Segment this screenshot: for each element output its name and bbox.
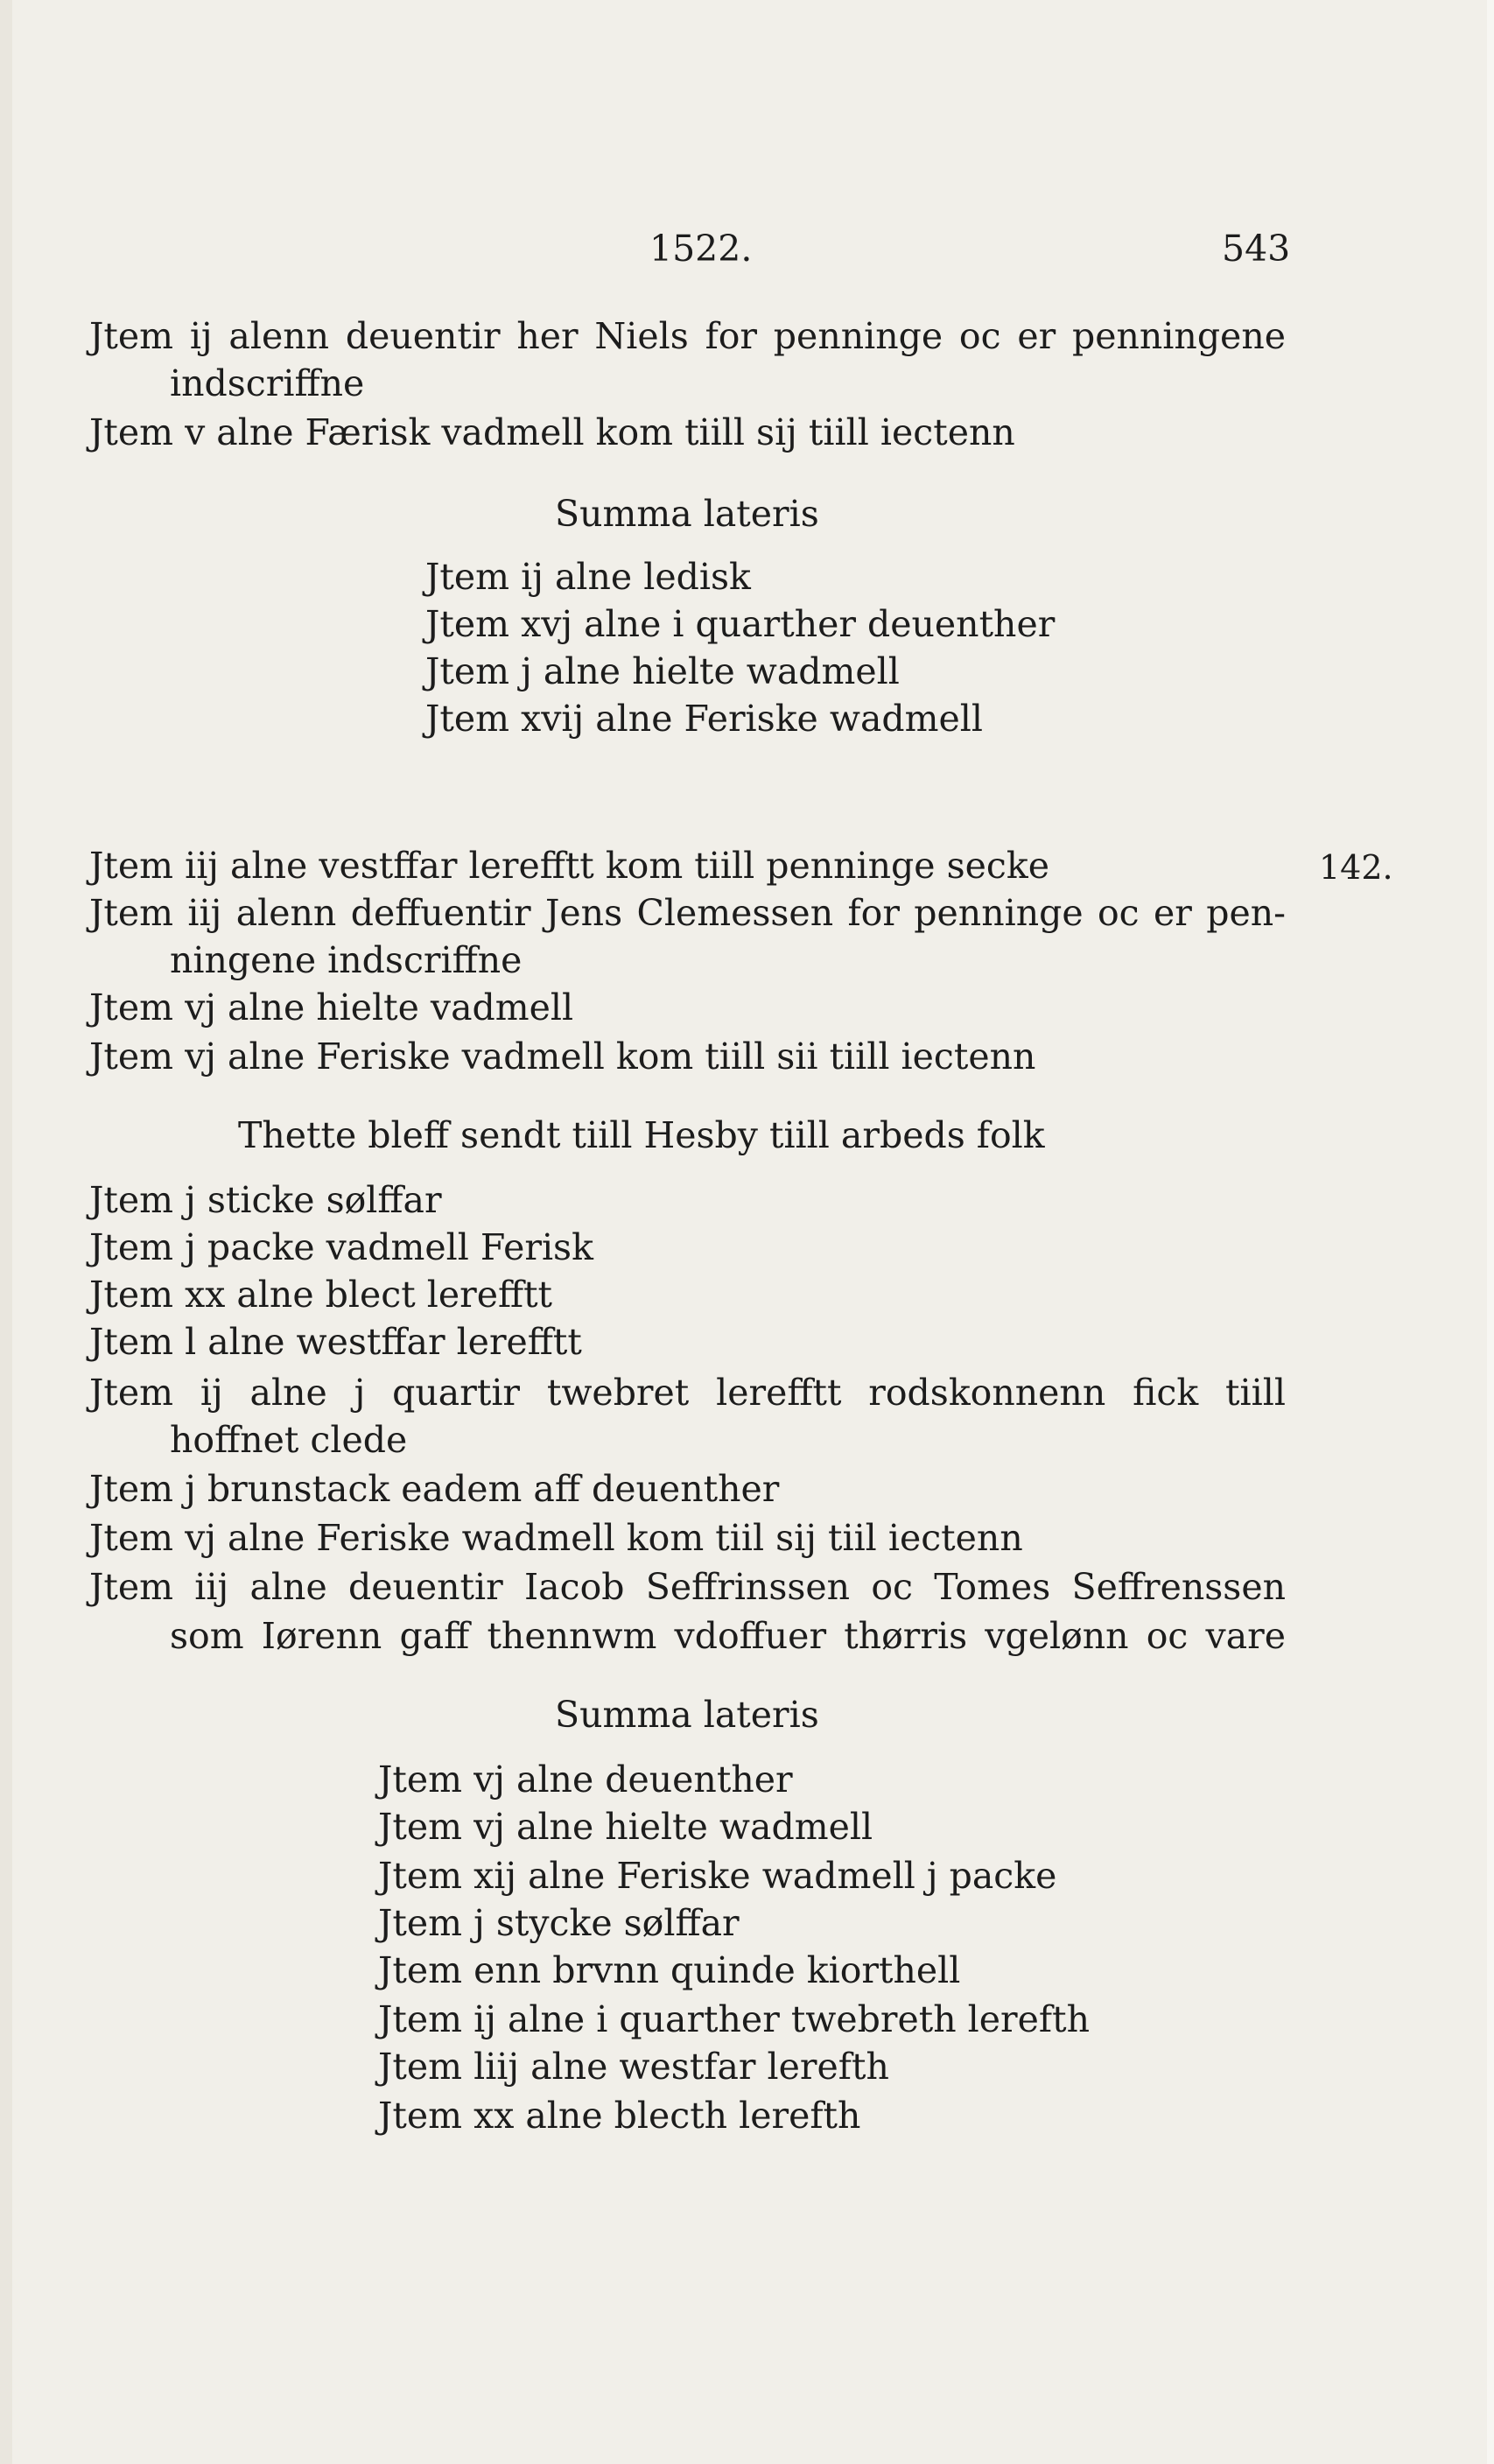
page-number: 543 [1222, 228, 1291, 270]
entry-line: Jtem j brunstack eadem aff deuenther [89, 1468, 780, 1510]
entry-line: Jtem vj alne hielte vadmell [89, 986, 574, 1028]
entry-line: Jtem j sticke sølffar [89, 1179, 442, 1221]
section-heading: Thette bleff sendt tiill Hesby tiill arbeds folk [238, 1114, 1045, 1156]
entry-continuation: indscriffne [170, 362, 365, 404]
entry-line: Jtem j packe vadmell Ferisk [89, 1226, 593, 1268]
summa-item: Jtem vj alne hielte wadmell [378, 1806, 873, 1848]
entry-line: Jtem v alne Færisk vadmell kom tiill sij tiill iectenn [89, 411, 1015, 453]
summa-heading: Summa lateris [555, 1694, 819, 1736]
entry-line: Jtem ij alenn deuentir her Niels for penninge oc er penningene [89, 315, 1286, 357]
summa-item: Jtem ij alne i quarther twebreth lerefth [378, 1998, 1090, 2040]
summa-item: Jtem xvj alne i quarther deuenther [425, 603, 1056, 645]
summa-item: Jtem ij alne ledisk [425, 556, 751, 598]
entry-line: Jtem l alne westffar lerefftt [89, 1321, 582, 1363]
summa-item: Jtem xx alne blecth lerefth [378, 2095, 861, 2137]
summa-item: Jtem xvij alne Feriske wadmell [425, 698, 984, 740]
summa-item: Jtem vj alne deuenther [378, 1758, 793, 1801]
summa-heading: Summa lateris [555, 493, 819, 535]
entry-line: Jtem xx alne blect lerefftt [89, 1274, 553, 1316]
summa-item: Jtem j stycke sølffar [378, 1902, 740, 1944]
summa-item: Jtem j alne hielte wadmell [425, 650, 900, 692]
entry-line: Jtem iij alne deuentir Iacob Seffrinssen oc Tomes Seffrenssen [89, 1566, 1286, 1608]
margin-note: 142. [1319, 848, 1393, 887]
summa-item: Jtem liij alne westfar lerefth [378, 2046, 889, 2088]
summa-item: Jtem enn brvnn quinde kiorthell [378, 1949, 961, 1991]
summa-item: Jtem xij alne Feriske wadmell j packe [378, 1855, 1057, 1897]
entry-line: Jtem vj alne Feriske wadmell kom tiil sij tiil iectenn [89, 1517, 1023, 1559]
entry-line: Jtem vj alne Feriske vadmell kom tiill sii tiill iectenn [89, 1035, 1036, 1078]
entry-continuation: ningene indscriffne [170, 939, 523, 981]
entry-line: Jtem ij alne j quartir twebret lerefftt rodskonnenn fick tiill [89, 1372, 1286, 1414]
running-head-year: 1522. [649, 228, 753, 270]
entry-continuation: som Iørenn gaff thennwm vdoffuer thørris vgelønn oc vare [170, 1615, 1286, 1657]
entry-line: Jtem iij alne vestffar lerefftt kom tiill penninge secke [89, 845, 1049, 887]
entry-line: Jtem iij alenn deffuentir Jens Clemessen for penninge oc er pen- [89, 892, 1286, 934]
entry-continuation: hoffnet clede [170, 1419, 408, 1461]
